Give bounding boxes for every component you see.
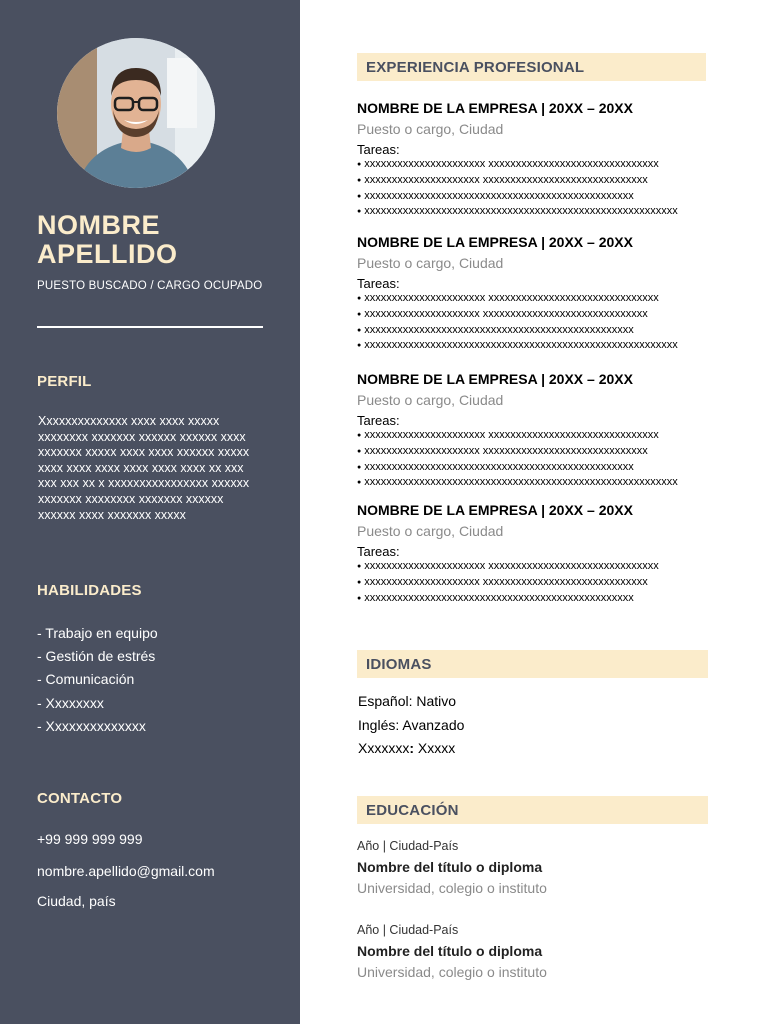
contact-location: Ciudad, país [37, 893, 116, 909]
tasks-list [357, 559, 719, 606]
job-entry [357, 100, 719, 220]
profile-photo [57, 38, 215, 188]
task-item: ● xxxxxxxxxxxxxxxxxxxxxxxxxxxxxxxxxxxxxxxxxxxxxxxxxxxxxxxxx [357, 338, 719, 354]
education-meta: Año | Ciudad-País [357, 839, 459, 853]
sidebar [0, 0, 300, 1024]
education-title: Nombre del título o diploma [357, 859, 543, 875]
tasks-list [357, 428, 719, 491]
language-item: Xxxxxxx: Xxxxx [358, 740, 456, 756]
skill-item: - Xxxxxxxx [37, 694, 104, 711]
task-item: ● xxxxxxxxxxxxxxxxxxxxxxxxxxxxxxxxxxxxxxxxxxxxxxxxxxxxxxxxx [357, 475, 719, 491]
education-entry [357, 923, 717, 981]
task-item: ● xxxxxxxxxxxxxxxxxxxxxxxxxxxxxxxxxxxxxxxxxxxxxxxxxxxxxxxxx [357, 204, 719, 220]
task-item: ● xxxxxxxxxxxxxxxxxxxxx xxxxxxxxxxxxxxxxxxxxxxxxxxxxxx [357, 173, 719, 189]
tasks-list [357, 291, 719, 354]
tasks-label: Tareas: [357, 544, 400, 559]
job-title: NOMBRE DE LA EMPRESA | 20XX – 20XX [357, 234, 633, 250]
task-item: ● xxxxxxxxxxxxxxxxxxxxxxxxxxxxxxxxxxxxxxxxxxxxxxxxx [357, 591, 719, 607]
last-name: APELLIDO [37, 239, 178, 269]
tasks-list [357, 157, 719, 220]
job-title: NOMBRE DE LA EMPRESA | 20XX – 20XX [357, 100, 633, 116]
language-level: Nativo [416, 693, 457, 709]
task-item: ● xxxxxxxxxxxxxxxxxxxxxx xxxxxxxxxxxxxxxxxxxxxxxxxxxxxxx [357, 291, 719, 307]
contact-phone: +99 999 999 999 [37, 831, 143, 847]
contact-email[interactable]: nombre.apellido@gmail.com [37, 863, 215, 879]
job-entry [357, 234, 719, 354]
profile-text: Xxxxxxxxxxxxxx xxxx xxxx xxxxx xxxxxxxx xxxxxxx xxxxxx xxxxxx xxxx xxxxxxx xxxxx xxxx xxxx xxxxxx xxxxx xxxx xxxx xxxx xxxx xxxx xxxx xx xxx xxx xxx xx x xxxxxxxxxxxxxxxx xxxxxx xxxxxxx xxxxxxxx xxxxxxx xxxxxx xxxxxx xxxx xxxxxxx xxxxx [38, 414, 250, 522]
job-title: NOMBRE DE LA EMPRESA | 20XX – 20XX [357, 371, 633, 387]
education-heading: EDUCACIÓN [357, 796, 708, 824]
education-entry [357, 839, 717, 897]
job-subtitle: PUESTO BUSCADO / CARGO OCUPADO [37, 280, 263, 292]
divider [37, 326, 263, 328]
skills-heading: HABILIDADES [37, 582, 142, 599]
avatar [57, 38, 215, 188]
experience-heading: EXPERIENCIA PROFESIONAL [357, 53, 706, 81]
task-item: ● xxxxxxxxxxxxxxxxxxxxx xxxxxxxxxxxxxxxxxxxxxxxxxxxxxx [357, 444, 719, 460]
full-name [37, 211, 178, 269]
education-title: Nombre del título o diploma [357, 943, 543, 959]
language-item: Inglés: Avanzado [358, 717, 465, 733]
language-item: Español: Nativo [358, 693, 457, 709]
job-title: NOMBRE DE LA EMPRESA | 20XX – 20XX [357, 502, 633, 518]
tasks-label: Tareas: [357, 142, 400, 157]
profile-heading: PERFIL [37, 373, 92, 390]
job-role: Puesto o cargo, Ciudad [357, 255, 504, 271]
skill-item: - Trabajo en equipo [37, 625, 158, 641]
language-name: Español [358, 693, 409, 709]
task-item: ● xxxxxxxxxxxxxxxxxxxxx xxxxxxxxxxxxxxxxxxxxxxxxxxxxxx [357, 575, 719, 591]
skill-item: - Xxxxxxxxxxxxxx [37, 717, 146, 734]
education-school: Universidad, colegio o instituto [357, 964, 547, 980]
task-item: ● xxxxxxxxxxxxxxxxxxxxxx xxxxxxxxxxxxxxxxxxxxxxxxxxxxxxx [357, 559, 719, 575]
task-item: ● xxxxxxxxxxxxxxxxxxxxxxxxxxxxxxxxxxxxxxxxxxxxxxxxx [357, 460, 719, 476]
education-school: Universidad, colegio o instituto [357, 880, 547, 896]
job-role: Puesto o cargo, Ciudad [357, 523, 504, 539]
tasks-label: Tareas: [357, 413, 400, 428]
job-role: Puesto o cargo, Ciudad [357, 121, 504, 137]
tasks-label: Tareas: [357, 276, 400, 291]
language-name: Inglés [358, 717, 396, 733]
education-meta: Año | Ciudad-País [357, 923, 459, 937]
language-level: Avanzado [402, 717, 465, 733]
task-item: ● xxxxxxxxxxxxxxxxxxxxxxxxxxxxxxxxxxxxxxxxxxxxxxxxx [357, 323, 719, 339]
skills-list [37, 622, 158, 738]
task-item: ● xxxxxxxxxxxxxxxxxxxxxx xxxxxxxxxxxxxxxxxxxxxxxxxxxxxxx [357, 157, 719, 173]
contact-heading: CONTACTO [37, 790, 123, 807]
task-item: ● xxxxxxxxxxxxxxxxxxxxx xxxxxxxxxxxxxxxxxxxxxxxxxxxxxx [357, 307, 719, 323]
task-item: ● xxxxxxxxxxxxxxxxxxxxxx xxxxxxxxxxxxxxxxxxxxxxxxxxxxxxx [357, 428, 719, 444]
job-entry [357, 502, 719, 606]
language-level: Xxxxx [417, 740, 456, 756]
job-entry [357, 371, 719, 491]
skill-item: - Gestión de estrés [37, 648, 156, 665]
first-name: NOMBRE [37, 210, 160, 240]
job-role: Puesto o cargo, Ciudad [357, 392, 504, 408]
task-item: ● xxxxxxxxxxxxxxxxxxxxxxxxxxxxxxxxxxxxxxxxxxxxxxxxx [357, 189, 719, 205]
skill-item: - Comunicación [37, 671, 135, 688]
languages-heading: IDIOMAS [357, 650, 708, 678]
language-name: Xxxxxxx [358, 740, 410, 756]
